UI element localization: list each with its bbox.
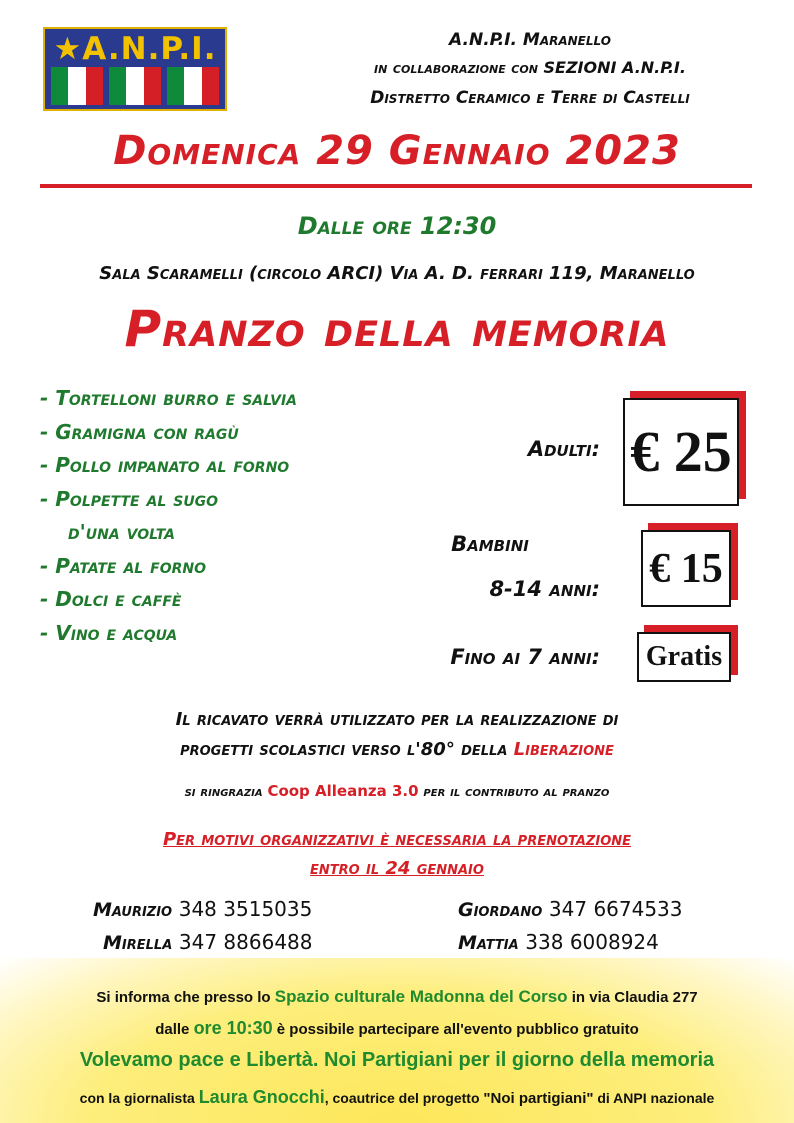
under7-label: Fino ai 7 anni: [450, 645, 600, 669]
contact-name: Mirella [103, 932, 173, 954]
event-title: Pranzo della memoria [124, 300, 670, 358]
footer-event-title: Volevamo pace e Libertà. Noi Partigiani per il giorno della memoria [79, 1049, 715, 1071]
thanks-text: si ringrazia [184, 784, 268, 800]
liberazione-highlight: Liberazione [513, 739, 614, 760]
contact-phone: 347 8866488 [178, 930, 313, 954]
children-label: Bambini [451, 532, 529, 556]
children-age-label: 8-14 anni: [489, 577, 600, 601]
adults-label: Adulti: [527, 437, 600, 461]
contact-entry [103, 930, 313, 954]
venue-highlight: Spazio culturale Madonna del Corso [274, 987, 568, 1006]
menu-item: - Polpette al sugo [40, 486, 219, 511]
footer-text: con la giornalista [79, 1090, 199, 1106]
event-venue: Sala Scaramelli (circolo ARCI) Via A. D. ferrari 119, Maranello [99, 263, 695, 284]
event-time: Dalle ore 12:30 [297, 212, 497, 240]
footer-line-1 [0, 987, 794, 1007]
contact-name: Maurizio [93, 899, 173, 921]
children-price: € 15 [641, 530, 731, 607]
under7-price: Gratis [637, 632, 731, 682]
proceeds-text: progetti scolastici verso l'80° della [180, 739, 514, 760]
booking-deadline: entro il 24 gennaio [310, 858, 484, 879]
footer-text: Si informa che presso lo [96, 989, 275, 1006]
flag-stripes [51, 67, 219, 105]
footer-text: dalle [155, 1021, 194, 1038]
italian-flag-stripe [51, 67, 103, 105]
menu-item: - Pollo impanato al forno [40, 453, 290, 477]
contact-phone: 347 6674533 [548, 897, 683, 921]
organizer-line-2: in collaborazione con SEZIONI A.N.P.I. [374, 58, 686, 77]
contact-entry [93, 897, 312, 921]
contact-phone: 338 6008924 [525, 930, 659, 954]
booking-notice [0, 825, 794, 883]
contact-name: Giordano [458, 899, 543, 921]
organizer-line-1: A.N.P.I. Maranello [449, 30, 611, 50]
menu-item: - Vino e acqua [40, 620, 178, 645]
menu-list [40, 382, 297, 650]
coop-sponsor: Coop Alleanza 3.0 [267, 782, 419, 800]
menu-item: - Gramigna con ragù [40, 419, 239, 444]
proceeds-notice [60, 705, 734, 765]
contact-entry [458, 897, 683, 921]
time-highlight: ore 10:30 [193, 1018, 273, 1038]
project-name: "Noi partigiani" [483, 1090, 594, 1107]
footer-text: in via Claudia 277 [567, 989, 698, 1006]
menu-item: - Tortelloni burro e salvia [40, 386, 297, 410]
thanks-line [0, 782, 794, 800]
footer-text: è possibile partecipare all'evento pubblico gratuito [272, 1021, 639, 1038]
contact-name: Mattia [458, 932, 519, 954]
menu-item: - Dolci e caffè [40, 587, 182, 611]
italian-flag-stripe [109, 67, 161, 105]
booking-line-1: Per motivi organizzativi è necessaria la prenotazione [162, 829, 632, 850]
proceeds-line-1: Il ricavato verrà utilizzato per la realizzazione di [175, 709, 619, 730]
footer-line-4 [0, 1087, 794, 1108]
footer-text: di ANPI nazionale [593, 1090, 715, 1106]
event-date: Domenica 29 Gennaio 2023 [113, 128, 681, 174]
logo-text: ★A.N.P.I. [53, 31, 217, 67]
contact-phone: 348 3515035 [178, 897, 313, 921]
thanks-text-end: per il contributo al pranzo [418, 784, 610, 800]
menu-item-continuation: d'una volta [68, 520, 176, 544]
italian-flag-stripe [167, 67, 219, 105]
footer-text: , coautrice del progetto [324, 1090, 484, 1106]
contact-entry [458, 930, 659, 954]
journalist-name: Laura Gnocchi [198, 1087, 325, 1107]
adults-price: € 25 [623, 398, 739, 506]
footer-line-2 [0, 1018, 794, 1039]
anpi-logo [43, 27, 227, 111]
menu-item: - Patate al forno [40, 553, 207, 578]
date-underline [40, 184, 752, 188]
proceeds-line-2 [60, 735, 734, 765]
organizer-line-3: Distretto Ceramico e Terre di Castelli [370, 88, 690, 108]
